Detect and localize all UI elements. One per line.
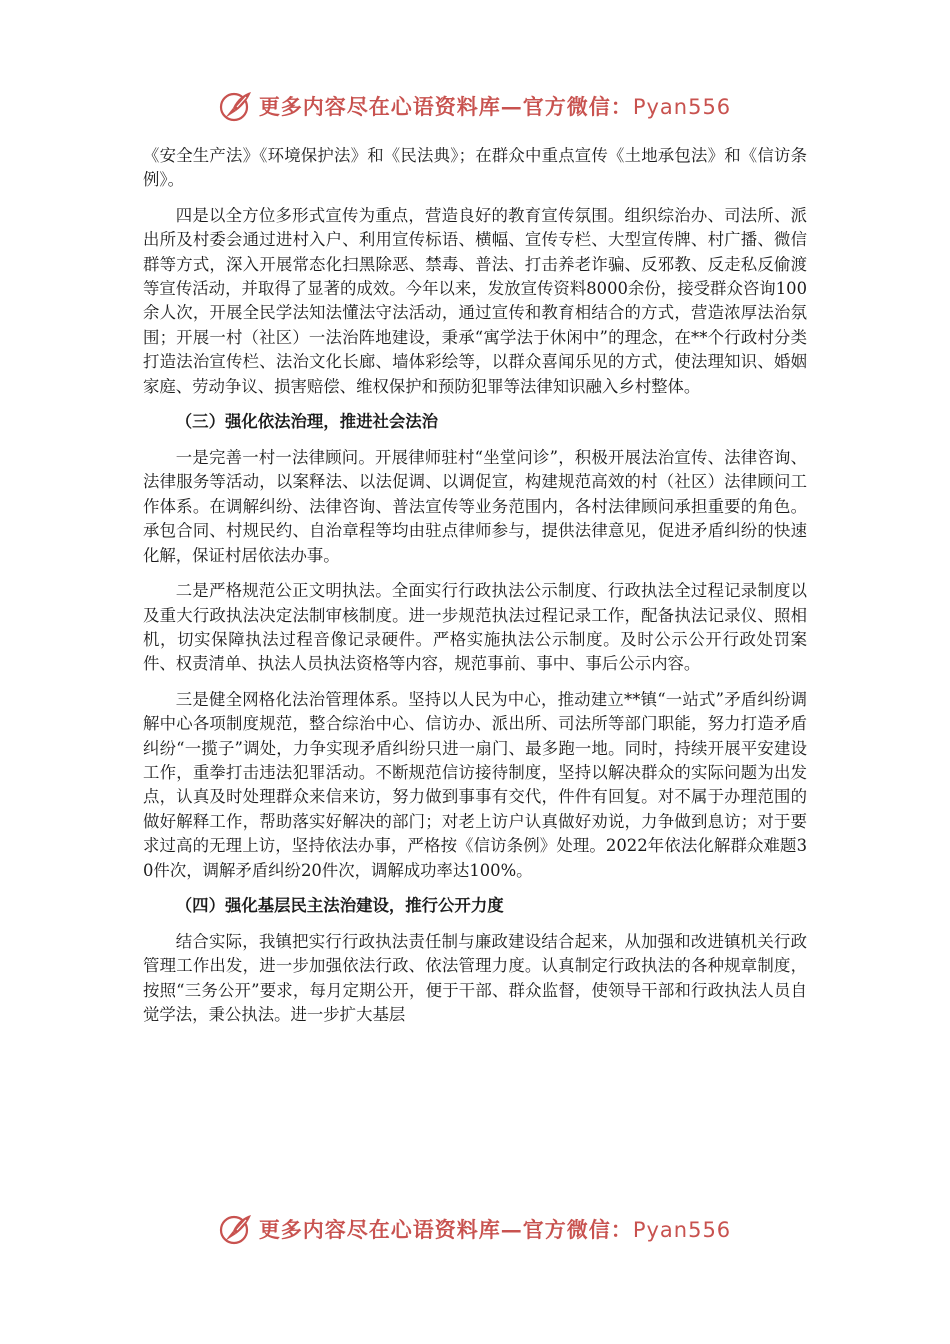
paragraph-point-two: 二是严格规范公正文明执法。全面实行行政执法公示制度、行政执法全过程记录制度以及重大行政执法决定法制审核制度。进一步规范执法过程记录工作，配备执法记录仪、照相机，切实保障执法过程音像记录硬件。严格实施执法公示制度。及时公示公开行政处罚案件、权责清单、执法人员执法资格等内容，规范事前、事中、事后公示内容。 — [143, 581, 807, 674]
footer-banner-text: 更多内容尽在心语资料库—官方微信：Pyan556 — [258, 1217, 732, 1242]
paragraph-practice: 结合实际，我镇把实行行政执法责任制与廉政建设结合起来，从加强和改进镇机关行政管理工作出发，进一步加强依法行政、依法管理力度。认真制定行政执法的各种规章制度，按照“三务公开”要求，每月定期公开，便于干部、群众监督，使领导干部和行政执法人员自觉学法，秉公执法。进一步扩大基层 — [143, 931, 807, 1025]
header-wechat-id: Pyan556 — [632, 95, 732, 119]
paragraph-point-three: 三是健全网格化法治管理体系。坚持以人民为中心，推动建立**镇“一站式”矛盾纠纷调解中心各项制度规范，整合综治中心、信访办、派出所、司法所等部门职能，努力打造矛盾纠纷“一揽子”调处，力争实现矛盾纠纷只进一扇门、最多跑一地。同时，持续开展平安建设工作，重拳打击违法犯罪活动。不断规范信访接待制度，坚持以解决群众的实际问题为出发点，认真及时处理群众来信来访，努力做到事事有交代，件件有回复。对不属于办理范围的做好解释工作，帮助落实好解决的部门；对老上访户认真做好劝说，力争做到息访；对于要求过高的无理上访，坚持依法办事，严格按《信访条例》处理。2022年依法化解群众难题30件次，调解矛盾纠纷20件次，调解成功率达100%。 — [143, 689, 807, 880]
paragraph-point-four: 四是以全方位多形式宣传为重点，营造良好的教育宣传氛围。组织综治办、司法所、派出所及村委会通过进村入户、利用宣传标语、横幅、宣传专栏、大型宣传牌、村广播、微信群等方式，深入开展常态化扫黑除恶、禁毒、普法、打击养老诈骗、反邪教、反走私反偷渡等宣传活动，并取得了显著的成效。今年以来，发放宣传资料8000余份，接受群众咨询100余人次，开展全民学法知法懂法守法活动，通过宣传和教育相结合的方式，营造浓厚法治氛围；开展一村（社区）一法治阵地建设，秉承“寓学法于休闲中”的理念，在**个行政村分类打造法治宣传栏、法治文化长廊、墙体彩绘等，以群众喜闻乐见的方式，使法理知识、婚姻家庭、劳动争议、损害赔偿、维权保护和预防犯罪等法律知识融入乡村整体。 — [143, 205, 807, 396]
header-banner — [0, 84, 950, 128]
footer-wechat-id: Pyan556 — [632, 1218, 732, 1242]
header-banner-text: 更多内容尽在心语资料库—官方微信：Pyan556 — [258, 94, 732, 119]
section-heading-4: （四）强化基层民主法治建设，推行公开力度 — [175, 895, 504, 915]
quill-logo-icon — [219, 1212, 253, 1246]
paragraph-point-one: 一是完善一村一法律顾问。开展律师驻村“坐堂问诊”，积极开展法治宣传、法律咨询、法律服务等活动，以案释法、以法促调、以调促宣，构建规范高效的村（社区）法律顾问工作体系。在调解纠纷、法律咨询、普法宣传等业务范围内，各村法律顾问承担重要的角色。承包合同、村规民约、自治章程等均由驻点律师参与，提供法律意见，促进矛盾纠纷的快速化解，保证村居依法办事。 — [143, 448, 807, 565]
footer-banner — [0, 1207, 950, 1251]
section-heading-3: （三）强化依法治理，推进社会法治 — [175, 412, 439, 432]
quill-logo-icon — [219, 89, 253, 123]
paragraph-continued: 《安全生产法》《环境保护法》和《民法典》；在群众中重点宣传《土地承包法》和《信访条例》。 — [143, 146, 807, 190]
document-body — [143, 144, 807, 1039]
